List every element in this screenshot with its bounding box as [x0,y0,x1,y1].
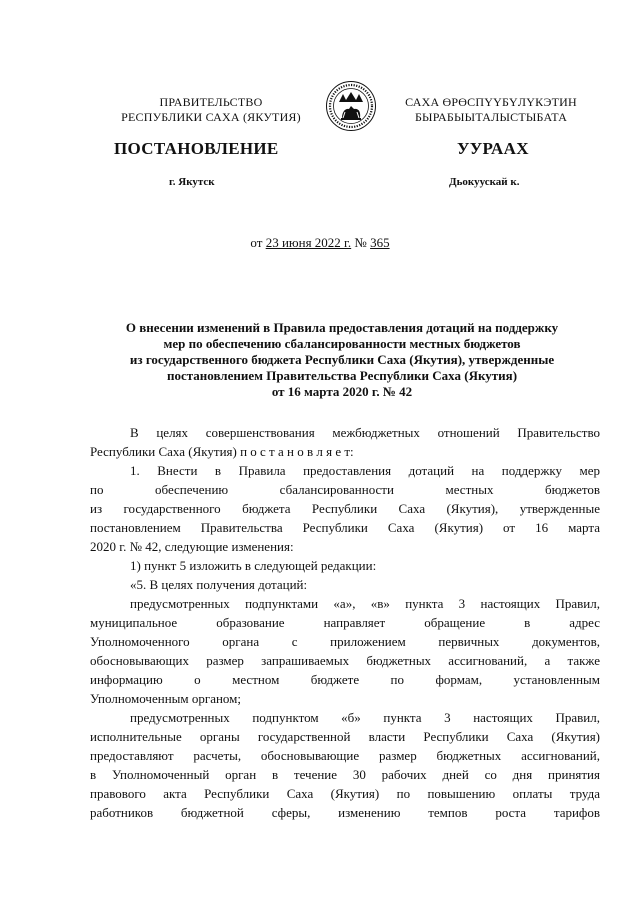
coat-of-arms-emblem [325,80,377,132]
issuer-left-line2: РЕСПУБЛИКИ САХА (ЯКУТИЯ) [121,110,301,124]
body-line: Уполномоченным органом; [90,691,242,706]
body-line: Уполномоченного органа с приложением первичных документов, [90,634,600,649]
body-line: исполнительные органы государственной власти Республики Саха (Якутия) [90,729,600,744]
issuer-right [376,95,606,125]
heading-line: постановлением Правительства Республики Саха (Якутия) [166,368,518,383]
issuer-left-line1: ПРАВИТЕЛЬСТВО [159,95,263,109]
body-line: предоставляют расчеты, обосновывающие размер бюджетных ассигнований, [90,748,600,763]
heading-line: от 16 марта 2020 г. № 42 [271,384,413,399]
body-line: 1. Внести в Правила предоставления дотаций на поддержку мер [130,463,600,478]
body-line: в Уполномоченный орган в течение 30 рабочих дней со дня принятия [90,767,600,782]
body-line: обосновывающих размер запрашиваемых бюджетных ассигнований, а также [90,653,600,668]
decree-date-line [0,235,640,251]
date-prefix: от [250,235,266,250]
body-line: информацию о местном бюджете по формам, установленным [90,672,600,687]
body-line: «5. В целях получения дотаций: [130,577,308,592]
body-line: правового акта Республики Саха (Якутия) по повышению оплаты труда [90,786,600,801]
doc-type-title-ru: ПОСТАНОВЛЕНИЕ [114,139,279,158]
body-line: по обеспечению сбалансированности местных бюджетов [90,482,600,497]
body-line: муниципальное образование направляет обращение в адрес [90,615,600,630]
body-line: постановлением Правительства Республики Саха (Якутия) от 16 марта [90,520,600,535]
city-sah: Дьокуускай к. [449,176,520,188]
body-line: предусмотренных подпунктом «б» пункта 3 настоящих Правил, [130,710,600,725]
decree-number: 365 [370,235,390,250]
heading-line: мер по обеспечению сбалансированности местных бюджетов [163,336,521,351]
issuer-right-line1: САХА ӨРӨСПҮҮБҮЛҮКЭТИН [405,95,577,109]
doc-type-title-sah: УУРААХ [457,139,529,158]
number-sign: № [351,235,371,250]
decree-date: 23 июня 2022 г. [265,235,352,250]
body-line: Республики Саха (Якутия) п о с т а н о в л я е т: [90,444,354,459]
heading-line: из государственного бюджета Республики Саха (Якутия), утвержденные [129,352,555,367]
body-line: из государственного бюджета Республики Саха (Якутия), утвержденные [90,501,600,516]
heading-line: О внесении изменений в Правила предоставления дотаций на поддержку [125,320,559,335]
body-line: В целях совершенствования межбюджетных отношений Правительство [130,425,600,440]
decree-body [90,423,600,822]
body-line: предусмотренных подпунктами «а», «в» пункта 3 настоящих Правил, [130,596,600,611]
city-ru: г. Якутск [169,176,215,188]
decree-heading [82,320,602,400]
issuer-right-line2: БЫРАБЫЫТАЛЫСТЫБАТА [414,110,568,124]
issuer-left [86,95,336,125]
body-line: 1) пункт 5 изложить в следующей редакции: [130,558,377,573]
body-line: 2020 г. № 42, следующие изменения: [90,539,294,554]
body-line: работников бюджетной сферы, изменению темпов роста тарифов [90,805,600,820]
